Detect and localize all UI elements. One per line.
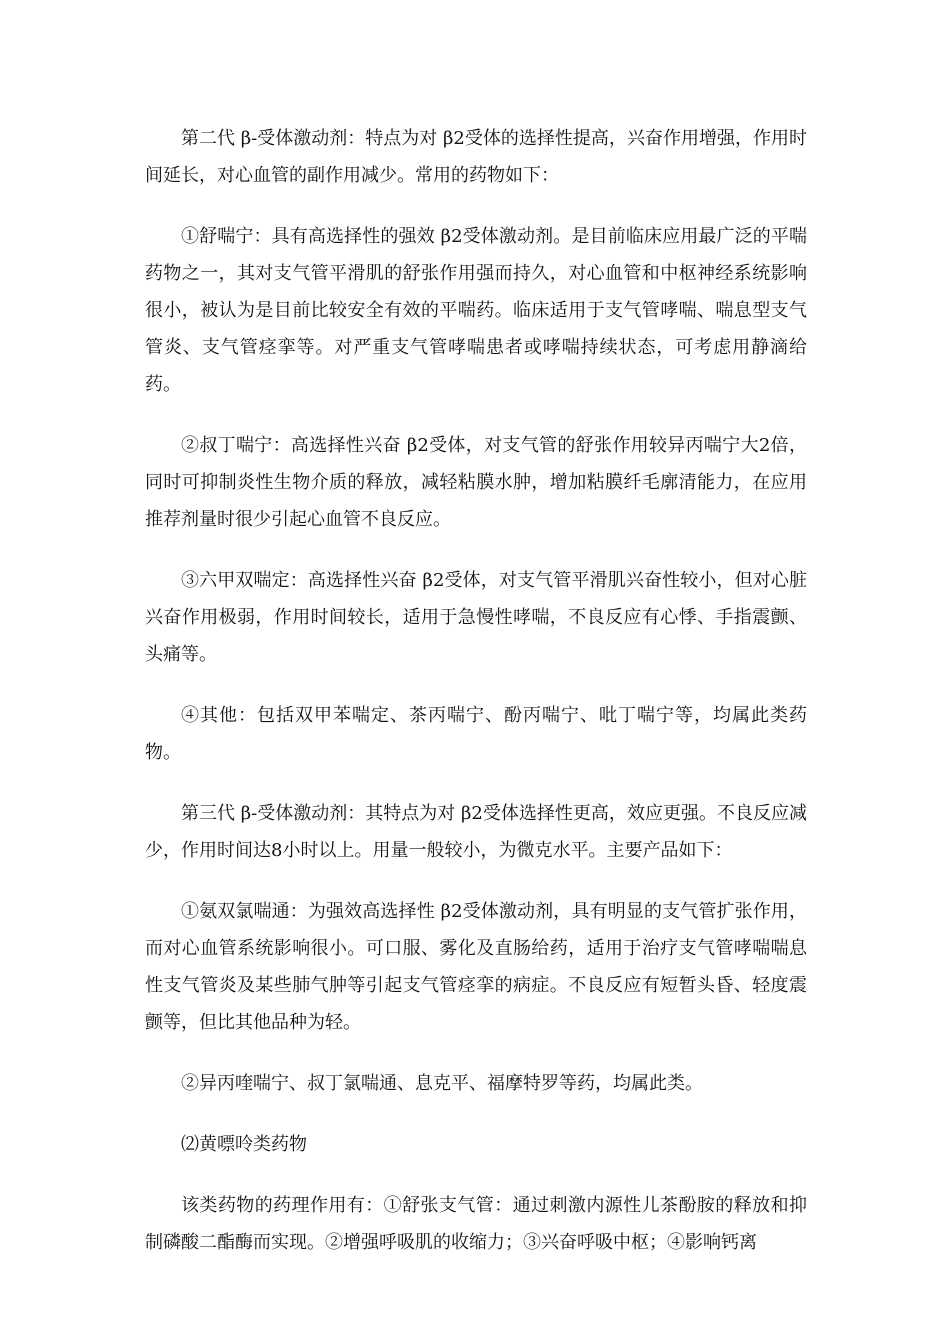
paragraph-hexoprenaline: ③六甲双喘定：高选择性兴奋 β2受体，对支气管平滑肌兴奋性较小，但对心脏兴奋作用极弱，作用时间较长，适用于急慢性哮喘，不良反应有心悸、手指震颤、头痛等。 — [145, 570, 807, 665]
paragraph-clenbuterol: ①氨双氯喘通：为强效高选择性 β2受体激动剂，具有明显的支气管扩张作用，而对心血管系统影响很小。可口服、雾化及直肠给药，适用于治疗支气管哮喘喘息性支气管炎及某些肺气肿等引起支气管痉挛的病症。不良反应有短暂头昏、轻度震颤等，但比其他品种为轻。 — [145, 901, 807, 1033]
paragraph-others: ④其他：包括双甲苯喘定、茶丙喘宁、酚丙喘宁、吡丁喘宁等，均属此类药物。 — [145, 705, 807, 763]
paragraph-third-gen-beta-agonists: 第三代 β-受体激动剂：其特点为对 β2受体选择性更高，效应更强。不良反应减少，作用时间达8小时以上。用量一般较小，为微克水平。主要产品如下： — [145, 803, 807, 861]
paragraph-second-gen-beta-agonists: 第二代 β-受体激动剂：特点为对 β2受体的选择性提高，兴奋作用增强，作用时间延长，对心血管的副作用减少。常用的药物如下： — [145, 128, 807, 186]
paragraph-terbutaline: ②叔丁喘宁：高选择性兴奋 β2受体，对支气管的舒张作用较异丙喘宁大2倍，同时可抑制炎性生物介质的释放，减轻粘膜水肿，增加粘膜纤毛廓清能力，在应用推荐剂量时很少引起心血管不良反应。 — [145, 435, 807, 530]
paragraph-salbutamol: ①舒喘宁：具有高选择性的强效 β2受体激动剂。是目前临床应用最广泛的平喘药物之一，其对支气管平滑肌的舒张作用强而持久，对心血管和中枢神经系统影响很小，被认为是目前比较安全有效的平喘药。临床适用于支气管哮喘、喘息型支气管炎、支气管痉挛等。对严重支气管哮喘患者或哮喘持续状态，可考虑用静滴给药。 — [145, 226, 807, 395]
paragraph-other-third-gen: ②异丙喹喘宁、叔丁氯喘通、息克平、福摩特罗等药，均属此类。 — [181, 1073, 703, 1094]
paragraph-xanthine-pharmacology: 该类药物的药理作用有：①舒张支气管：通过刺激内源性儿茶酚胺的释放和抑制磷酸二酯酶而实现。②增强呼吸肌的收缩力；③兴奋呼吸中枢；④影响钙离 — [145, 1195, 807, 1253]
section-heading-xanthines: ⑵黄嘌呤类药物 — [181, 1134, 307, 1155]
document-body — [145, 120, 807, 1285]
